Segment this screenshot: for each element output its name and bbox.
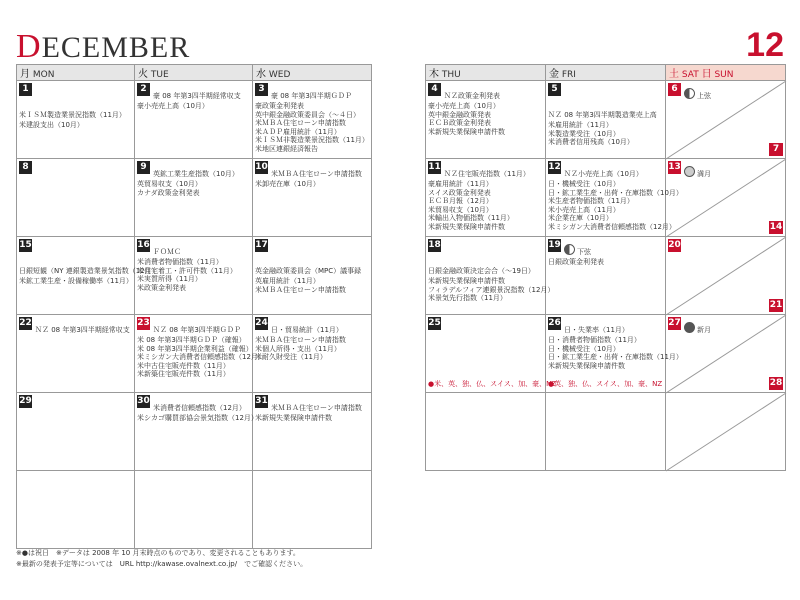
event-item: 米貿易収支（10月） bbox=[428, 205, 493, 214]
day-cell bbox=[135, 81, 253, 159]
day-number: 19 bbox=[548, 240, 561, 250]
moon-phase-label: 満月 bbox=[697, 170, 711, 178]
event-item: ＮＺ 08 年第3四半期経常収支 bbox=[35, 326, 130, 334]
event-item: フィラデルフィア連銀景況指数（12月） bbox=[428, 285, 555, 294]
week-row bbox=[426, 393, 786, 471]
day-number: 10 bbox=[255, 162, 268, 172]
event-item: ＮＺ 08 年第3四半期製造業売上高 bbox=[548, 111, 657, 119]
event-item: 米シカゴ購買部協会景気指数（12月） bbox=[137, 414, 258, 422]
right-calendar-grid bbox=[425, 64, 786, 471]
day-cell-content bbox=[255, 395, 370, 423]
event-item: 米消費者信頼感指数（12月） bbox=[153, 404, 246, 412]
weekend-diagonal-line bbox=[666, 393, 786, 471]
day-number: 23 bbox=[137, 318, 150, 328]
month-number: 12 bbox=[746, 26, 784, 64]
week-row bbox=[17, 315, 372, 393]
day-cell bbox=[426, 81, 546, 159]
week-row bbox=[426, 315, 786, 393]
day-cell bbox=[17, 393, 135, 471]
event-item: 米ミシガン大消費者信頼感指数（12月） bbox=[548, 222, 676, 231]
event-item: 英中銀金融政策発表 bbox=[428, 110, 491, 119]
day-number: 5 bbox=[548, 83, 561, 96]
event-item: 豪 08 年第3四半期経常収支 bbox=[153, 92, 241, 100]
event-item: 米新規失業保険申請件数 bbox=[428, 127, 505, 136]
day-number: 18 bbox=[428, 240, 441, 250]
moon-phase-label: 新月 bbox=[697, 326, 711, 334]
event-item: 米ミシガン大消費者信頼感指数（12月） bbox=[137, 353, 265, 362]
week-row bbox=[17, 471, 372, 549]
moon-phase-icon bbox=[684, 88, 695, 99]
weekend-divider bbox=[666, 393, 786, 471]
day-cell bbox=[253, 237, 372, 315]
event-item: 英鉱工業生産指数（10月） bbox=[153, 170, 239, 178]
sunday-number: 28 bbox=[769, 378, 783, 388]
event-item: 日・機械受注（10月） bbox=[548, 180, 620, 188]
week-row bbox=[17, 81, 372, 159]
event-item: 米生産者物価指数（11月） bbox=[548, 197, 634, 206]
day-cell bbox=[135, 159, 253, 237]
day-cell bbox=[135, 393, 258, 471]
event-item: 米ＭＢＡ住宅ローン申請指数 bbox=[255, 336, 346, 344]
weekend-cell bbox=[666, 237, 786, 315]
event-item: 米ＩＳＭ非製造業景況指数（11月） bbox=[255, 136, 369, 145]
day-cell bbox=[546, 81, 666, 159]
header-tue: 火 TUE bbox=[135, 65, 253, 81]
event-item: ＥＣＢ政策金利発表 bbox=[428, 119, 491, 128]
event-item: 米新規失業保険申請件数 bbox=[548, 361, 625, 370]
day-cell bbox=[253, 315, 372, 393]
event-item: 米ＭＢＡ住宅ローン申請指数 bbox=[271, 404, 362, 412]
day-number: 6 bbox=[668, 83, 681, 96]
day-number: 25 bbox=[428, 318, 441, 328]
event-item: 米鉱工業生産・設備稼働率（11月） bbox=[19, 277, 133, 285]
event-item: 米卸売在庫（10月） bbox=[255, 180, 320, 188]
day-number: 22 bbox=[19, 318, 32, 328]
day-cell bbox=[426, 159, 546, 237]
footnote-line: ※●は祝日 ※データは 2008 年 10 月末時点のものであり、変更されることもあります。 bbox=[16, 549, 300, 557]
event-item: 日・鉱工業生産・出荷・在庫指数（11月） bbox=[548, 353, 683, 362]
event-item: 米中古住宅販売件数（11月） bbox=[137, 361, 230, 370]
event-item: 米消費者信用残高（10月） bbox=[548, 138, 634, 147]
event-item: ＮＺ 08 年第3四半期ＧＤＰ bbox=[153, 326, 241, 334]
week-row bbox=[17, 237, 372, 315]
day-cell bbox=[253, 393, 372, 471]
event-item: 日・貿易統計（11月） bbox=[271, 326, 343, 334]
day-number: 26 bbox=[548, 318, 561, 328]
event-item: 日銀短観（NY 連銀製造業景気指数（12月） bbox=[19, 267, 159, 275]
day-cell-content bbox=[548, 83, 664, 147]
event-item: 米小売売上高（11月） bbox=[548, 205, 620, 214]
day-number: 13 bbox=[668, 162, 681, 172]
weekend-cell bbox=[666, 81, 786, 159]
day-cell-content bbox=[668, 239, 784, 258]
day-number: 4 bbox=[428, 83, 441, 96]
weekend-cell bbox=[666, 393, 786, 471]
day-cell-content bbox=[19, 395, 133, 414]
day-cell-content bbox=[19, 83, 133, 130]
event-item: 日銀政策金利発表 bbox=[548, 258, 604, 266]
month-title-initial: D bbox=[16, 28, 42, 65]
header-thu: 木 THU bbox=[426, 65, 546, 81]
day-cell-content bbox=[255, 161, 370, 189]
event-item: 豪雇用統計（11月） bbox=[428, 180, 493, 188]
left-header-row bbox=[17, 65, 372, 81]
event-item: 豪小売売上高（10月） bbox=[137, 102, 209, 110]
event-item: 米ＭＢＡ住宅ローン申請指数 bbox=[271, 170, 362, 178]
event-item: 豪政策金利発表 bbox=[255, 102, 304, 110]
moon-phase-icon bbox=[564, 244, 575, 255]
event-item: ＥＣＢ月報（12月） bbox=[428, 197, 493, 206]
day-number: 15 bbox=[19, 240, 32, 250]
day-cell bbox=[135, 237, 253, 315]
sunday-number: 14 bbox=[769, 222, 783, 232]
day-number: 27 bbox=[668, 318, 681, 328]
header-fri: 金 FRI bbox=[546, 65, 666, 81]
day-number: 31 bbox=[255, 396, 268, 406]
weekend-cell bbox=[666, 315, 786, 393]
event-item: 英雇用統計（11月） bbox=[255, 277, 320, 285]
event-item: 米景気先行指数（11月） bbox=[428, 294, 507, 303]
day-cell-content bbox=[428, 161, 544, 232]
day-cell-content bbox=[428, 317, 544, 336]
event-item: 米ＩＳＭ製造業景況指数（11月） bbox=[19, 111, 126, 119]
day-number: 29 bbox=[19, 396, 32, 406]
day-cell bbox=[426, 237, 555, 315]
event-item: スイス政策金利発表 bbox=[428, 188, 491, 197]
day-cell-content bbox=[668, 83, 784, 102]
week-row bbox=[426, 159, 786, 237]
week-row bbox=[17, 159, 372, 237]
week-row bbox=[426, 81, 786, 159]
moon-phase-label: 下弦 bbox=[577, 248, 591, 256]
holiday-note: ●米、英、独、仏、スイス、加、豪、NZ bbox=[428, 380, 557, 388]
day-number: 17 bbox=[255, 240, 268, 250]
day-number: 16 bbox=[137, 240, 150, 250]
day-cell-content bbox=[137, 239, 251, 292]
event-item: 米雇用統計（11月） bbox=[548, 121, 613, 129]
day-cell-content bbox=[19, 161, 133, 180]
moon-phase-label: 上弦 bbox=[697, 92, 711, 100]
event-item: 米消費者物価指数（11月） bbox=[137, 258, 223, 266]
event-item: 米新規失業保険申請件数 bbox=[255, 414, 332, 422]
day-cell-content bbox=[428, 83, 544, 136]
day-cell bbox=[546, 237, 666, 315]
event-item: 米企業在庫（10月） bbox=[548, 214, 613, 223]
event-item: 米 08 年第3四半期ＧＤＰ（確報） bbox=[137, 336, 246, 344]
day-number: 8 bbox=[19, 161, 32, 174]
event-item: カナダ政策金利発表 bbox=[137, 188, 200, 197]
header-mon: 月 MON bbox=[17, 65, 135, 81]
event-item: 米ＭＢＡ住宅ローン申請指数 bbox=[255, 285, 346, 294]
event-item: 日・失業率（11月） bbox=[564, 326, 629, 334]
day-number: 11 bbox=[428, 162, 441, 172]
day-number: 12 bbox=[548, 162, 561, 172]
event-item: 日・機械受注（10月） bbox=[548, 344, 620, 353]
event-item: 日・鉱工業生産・出荷・在庫指数（10月） bbox=[548, 188, 683, 197]
event-item: 米 08 年第3四半期企業利益（確報） bbox=[137, 344, 253, 353]
event-item: 日・消費者物価指数（11月） bbox=[548, 336, 641, 344]
event-item: 米個人所得・支出（11月） bbox=[255, 344, 341, 353]
day-number: 1 bbox=[19, 83, 32, 96]
month-title-rest: ECEMBER bbox=[41, 31, 191, 64]
event-item: 米新規失業保険申請件数 bbox=[428, 277, 505, 285]
moon-phase-icon bbox=[684, 322, 695, 333]
event-item: 米製造業受注（10月） bbox=[548, 129, 620, 138]
event-item: 米新築住宅販売件数（11月） bbox=[137, 370, 230, 379]
day-cell bbox=[17, 471, 135, 549]
day-cell-content bbox=[137, 395, 258, 423]
event-item: 米政策金利発表 bbox=[137, 283, 186, 292]
event-item: ＮＺ政策金利発表 bbox=[444, 92, 500, 100]
day-cell-content bbox=[255, 239, 370, 294]
day-number: 3 bbox=[255, 83, 268, 96]
day-cell-content bbox=[137, 161, 251, 197]
day-cell bbox=[546, 393, 666, 471]
month-title bbox=[16, 28, 190, 66]
day-cell bbox=[17, 81, 135, 159]
day-cell-content bbox=[19, 317, 133, 336]
event-item: 米ＭＢＡ住宅ローン申請指数 bbox=[255, 119, 346, 128]
event-item: ＮＺ小売売上高（10月） bbox=[564, 170, 643, 178]
event-item: 米実質所得（11月） bbox=[137, 275, 202, 284]
day-cell bbox=[17, 315, 135, 393]
day-cell bbox=[135, 471, 253, 549]
day-cell-content bbox=[668, 161, 784, 180]
footnote-line: ※最新の発表予定等については URL http://kawase.ovalnext.co.jp/ でご確認ください。 bbox=[16, 560, 308, 568]
day-number: 24 bbox=[255, 318, 268, 328]
week-row bbox=[426, 237, 786, 315]
day-cell bbox=[253, 471, 372, 549]
day-cell bbox=[17, 159, 135, 237]
event-item: 米住宅着工・許可件数（11月） bbox=[137, 266, 237, 275]
event-item: 米新規失業保険申請件数 bbox=[428, 222, 505, 231]
left-calendar-grid bbox=[16, 64, 372, 549]
week-row bbox=[17, 393, 372, 471]
day-cell-content bbox=[137, 83, 251, 111]
day-cell-content bbox=[668, 317, 784, 336]
moon-phase-icon bbox=[684, 166, 695, 177]
event-item: 米建設支出（10月） bbox=[19, 121, 84, 129]
event-item: 英貿易収支（10月） bbox=[137, 180, 202, 188]
event-item: 米輸出入物価指数（11月） bbox=[428, 214, 514, 223]
event-item: 英中銀金融政策委員会（～４日） bbox=[255, 110, 360, 119]
header-weekend: 土 SAT 日 SUN bbox=[666, 65, 786, 81]
day-number: 2 bbox=[137, 83, 150, 96]
sunday-number: 7 bbox=[769, 143, 783, 156]
day-cell-content bbox=[255, 83, 370, 154]
day-cell bbox=[426, 393, 546, 471]
day-number: 20 bbox=[668, 240, 681, 250]
event-item: ＦＯＭＣ bbox=[153, 248, 181, 256]
event-item: 豪 08 年第3四半期ＧＤＰ bbox=[271, 92, 352, 100]
event-item: 米ＡＤＰ雇用統計（11月） bbox=[255, 127, 341, 136]
footnotes bbox=[16, 548, 307, 570]
header-wed: 水 WED bbox=[253, 65, 372, 81]
holiday-note: ●英、独、仏、スイス、加、豪、NZ bbox=[548, 380, 663, 388]
event-item: ＮＺ住宅販売指数（11月） bbox=[444, 170, 530, 178]
day-number: 30 bbox=[137, 396, 150, 406]
day-cell-content bbox=[428, 239, 555, 303]
weekend-cell bbox=[666, 159, 786, 237]
event-item: 米地区連銀経済報告 bbox=[255, 144, 318, 153]
event-item: 英金融政策委員会（MPC）議事録 bbox=[255, 267, 362, 275]
event-item: 日銀金融政策決定会合（～19日） bbox=[428, 267, 535, 275]
day-cell-content bbox=[548, 239, 664, 267]
day-cell bbox=[253, 159, 372, 237]
day-cell-content bbox=[255, 317, 370, 362]
day-cell bbox=[253, 81, 372, 159]
day-number: 9 bbox=[137, 161, 150, 174]
right-header-row bbox=[426, 65, 786, 81]
event-item: 豪小売売上高（10月） bbox=[428, 102, 500, 110]
event-item: 米耐久財受注（11月） bbox=[255, 353, 327, 362]
sunday-number: 21 bbox=[769, 300, 783, 310]
